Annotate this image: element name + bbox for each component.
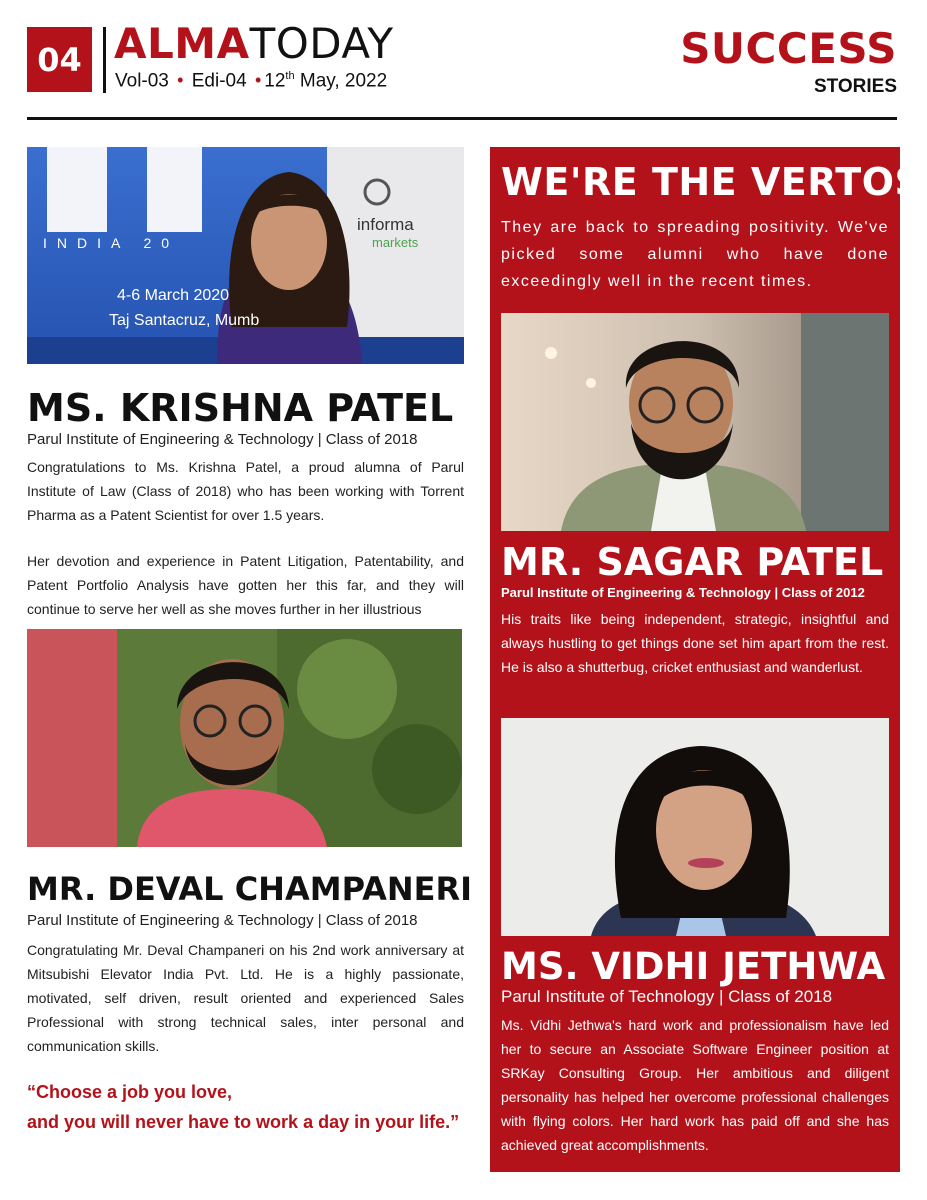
header-divider-vertical bbox=[103, 27, 106, 93]
photo-caption: INDIA 20 bbox=[43, 235, 180, 251]
section-subtitle: STORIES bbox=[813, 76, 897, 97]
photo-caption: markets bbox=[372, 235, 419, 250]
panel-title: WE'RE THE VERTOS bbox=[501, 160, 923, 204]
section-title: SUCCESS bbox=[680, 24, 897, 73]
sagar-patel-paragraph-1: His traits like being independent, strategic, insightful and always hustling to get things done set him apart from the rest. He is also a shutterbug, cricket enthusiast and wanderlust. bbox=[501, 611, 889, 675]
photo-caption: Taj Santacruz, Mumb bbox=[109, 312, 260, 329]
brand-primary: ALMA bbox=[114, 19, 250, 68]
sagar-patel-affiliation: Parul Institute of Engineering & Technology | Class of 2012 bbox=[501, 585, 865, 600]
header-divider bbox=[27, 117, 897, 120]
quote-line-2: and you will never have to work a day in your life.” bbox=[27, 1112, 460, 1132]
edition: Edi-04 bbox=[191, 70, 247, 92]
deval-champaneri-affiliation: Parul Institute of Engineering & Technology | Class of 2018 bbox=[27, 912, 418, 929]
sagar-patel-name: MR. SAGAR PATEL bbox=[501, 540, 884, 584]
krishna-patel-name: MS. KRISHNA PATEL bbox=[27, 386, 454, 430]
vidhi-jethwa-affiliation: Parul Institute of Technology | Class of 2018 bbox=[501, 987, 833, 1006]
issue-number-badge: 04 bbox=[27, 27, 92, 92]
vidhi-jethwa-photo bbox=[501, 718, 889, 936]
deval-champaneri-paragraph-1: Congratulating Mr. Deval Champaneri on his 2nd work anniversary at Mitsubishi Elevator India Pvt. Ltd. He is a highly passionate, motivated, self driven, result oriented and experienced Sales Professional with strong technical sales, inter personal and communication skills. bbox=[27, 942, 464, 1054]
krishna-patel-paragraph-2: Her devotion and experience in Patent Litigation, Patentability, and Patent Portfolio Analysis have gotten her this far, and they will continue to serve her well as she moves further in her illustrious bbox=[27, 553, 464, 617]
date-day: 12 bbox=[264, 70, 286, 92]
krishna-patel-photo bbox=[27, 147, 464, 364]
deval-champaneri-name: MR. DEVAL CHAMPANERI bbox=[27, 870, 473, 908]
quote-line-1: “Choose a job you love, bbox=[27, 1082, 233, 1102]
krishna-patel-affiliation: Parul Institute of Engineering & Technology | Class of 2018 bbox=[27, 431, 418, 448]
krishna-patel-paragraph-1: Congratulations to Ms. Krishna Patel, a proud alumna of Parul Institute of Law (Class of 2018) who has been working with Torrent Pharma as a Patent Scientist for over 1.5 years. bbox=[27, 459, 464, 523]
vidhi-jethwa-paragraph-1: Ms. Vidhi Jethwa's hard work and professionalism have led her to secure an Associate Software Engineer position at SRKay Consulting Group. Her ambitious and diligent personality has helped her overcome professional challenges with flying colors. Her hard work has paid off and she has achieved great accomplishments. bbox=[501, 1017, 889, 1153]
deval-champaneri-photo bbox=[27, 629, 462, 847]
photo-caption: 4-6 March 2020 bbox=[117, 287, 230, 304]
date-suffix: th bbox=[285, 70, 295, 82]
issue-meta bbox=[115, 70, 387, 92]
panel-intro: They are back to spreading positivity. We've picked some alumni who have done exceedingly well in the recent times. bbox=[501, 219, 889, 290]
brand-secondary: TODAY bbox=[249, 19, 394, 68]
bullet-icon: • bbox=[254, 70, 262, 91]
vidhi-jethwa-name: MS. VIDHI JETHWA bbox=[501, 945, 886, 988]
photo-caption: informa bbox=[357, 215, 414, 234]
masthead-brand bbox=[114, 19, 394, 68]
sagar-patel-photo bbox=[501, 313, 889, 531]
volume: Vol-03 bbox=[115, 70, 169, 92]
bullet-icon: • bbox=[177, 70, 184, 91]
date-rest: May, 2022 bbox=[299, 70, 388, 92]
